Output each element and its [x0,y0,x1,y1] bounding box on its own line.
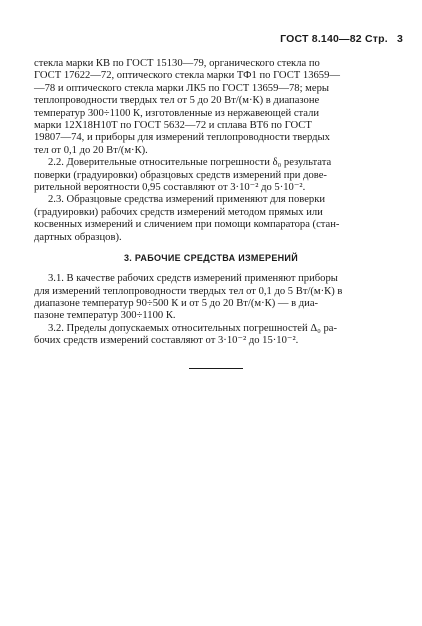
text-line: теплопроводности твердых тел от 5 до 20 Вт/(м·К) в диапазоне [34,95,320,107]
text-line: для измерений теплопроводности твердых тел от 0,1 до 5 Вт/(м·К) в [34,285,343,297]
text-line: бочих средств измерений составляют от 3·10⁻² до 15·10⁻². [34,335,299,347]
clause-2-2 [34,157,402,194]
page-number: 3 [396,33,403,45]
page-header [280,33,403,45]
text-line: —78 и оптического стекла марки ЛК5 по ГОСТ 13659—78; меры [34,82,329,94]
text-line: 2.3. Образцовые средства измерений применяют для поверки [48,194,326,206]
clause-2-3 [34,194,402,244]
text-line: тел от 0,1 до 20 Вт/(м·К). [34,144,148,156]
text-line: (градуировки) рабочих средств измерений методом прямых или [34,206,323,218]
text-line: 3.2. Пределы допускаемых относительных погрешностей Δ₀ ра- [48,322,338,334]
text-line: рительной вероятности 0,95 составляют от 3·10⁻² до 5·10⁻². [34,182,306,194]
clause-3-2 [34,323,402,348]
text-line: 19807—74, и приборы для измерений теплопроводности твердых [34,132,330,144]
text-line: 3.1. В качестве рабочих средств измерений применяют приборы [48,273,338,285]
text-line: 2.2. Доверительные относительные погрешности δ₀ результата [48,157,332,169]
text-line: стекла марки КВ по ГОСТ 15130—79, органического стекла по [34,58,320,69]
text-line: косвенных измерений и сличением при помощи компаратора (стан- [34,219,340,231]
text-line: дартных образцов). [34,231,122,243]
text-line: ГОСТ 17622—72, оптического стекла марки ТФ1 по ГОСТ 13659— [34,70,340,82]
intro-paragraph [34,58,402,157]
text-line: температур 300÷1100 К, изготовленные из нержавеющей стали [34,107,320,119]
section-heading: 3. РАБОЧИЕ СРЕДСТВА ИЗМЕРЕНИЙ [124,253,298,264]
standard-designation: ГОСТ 8.140—82 [280,33,362,45]
section-divider [189,368,243,369]
page-label: Стр. [364,33,388,45]
text-line: диапазоне температур 90÷500 К и от 5 до 20 Вт/(м·К) — в диа- [34,297,319,309]
text-line: пазоне температур 300÷1100 К. [34,310,176,322]
text-line: марки 12Х18Н10Т по ГОСТ 5632—72 и сплава ВТ6 по ГОСТ [34,120,312,132]
clause-3-1 [34,273,402,323]
text-line: поверки (градуировки) образцовых средств измерений при дове- [34,169,327,181]
